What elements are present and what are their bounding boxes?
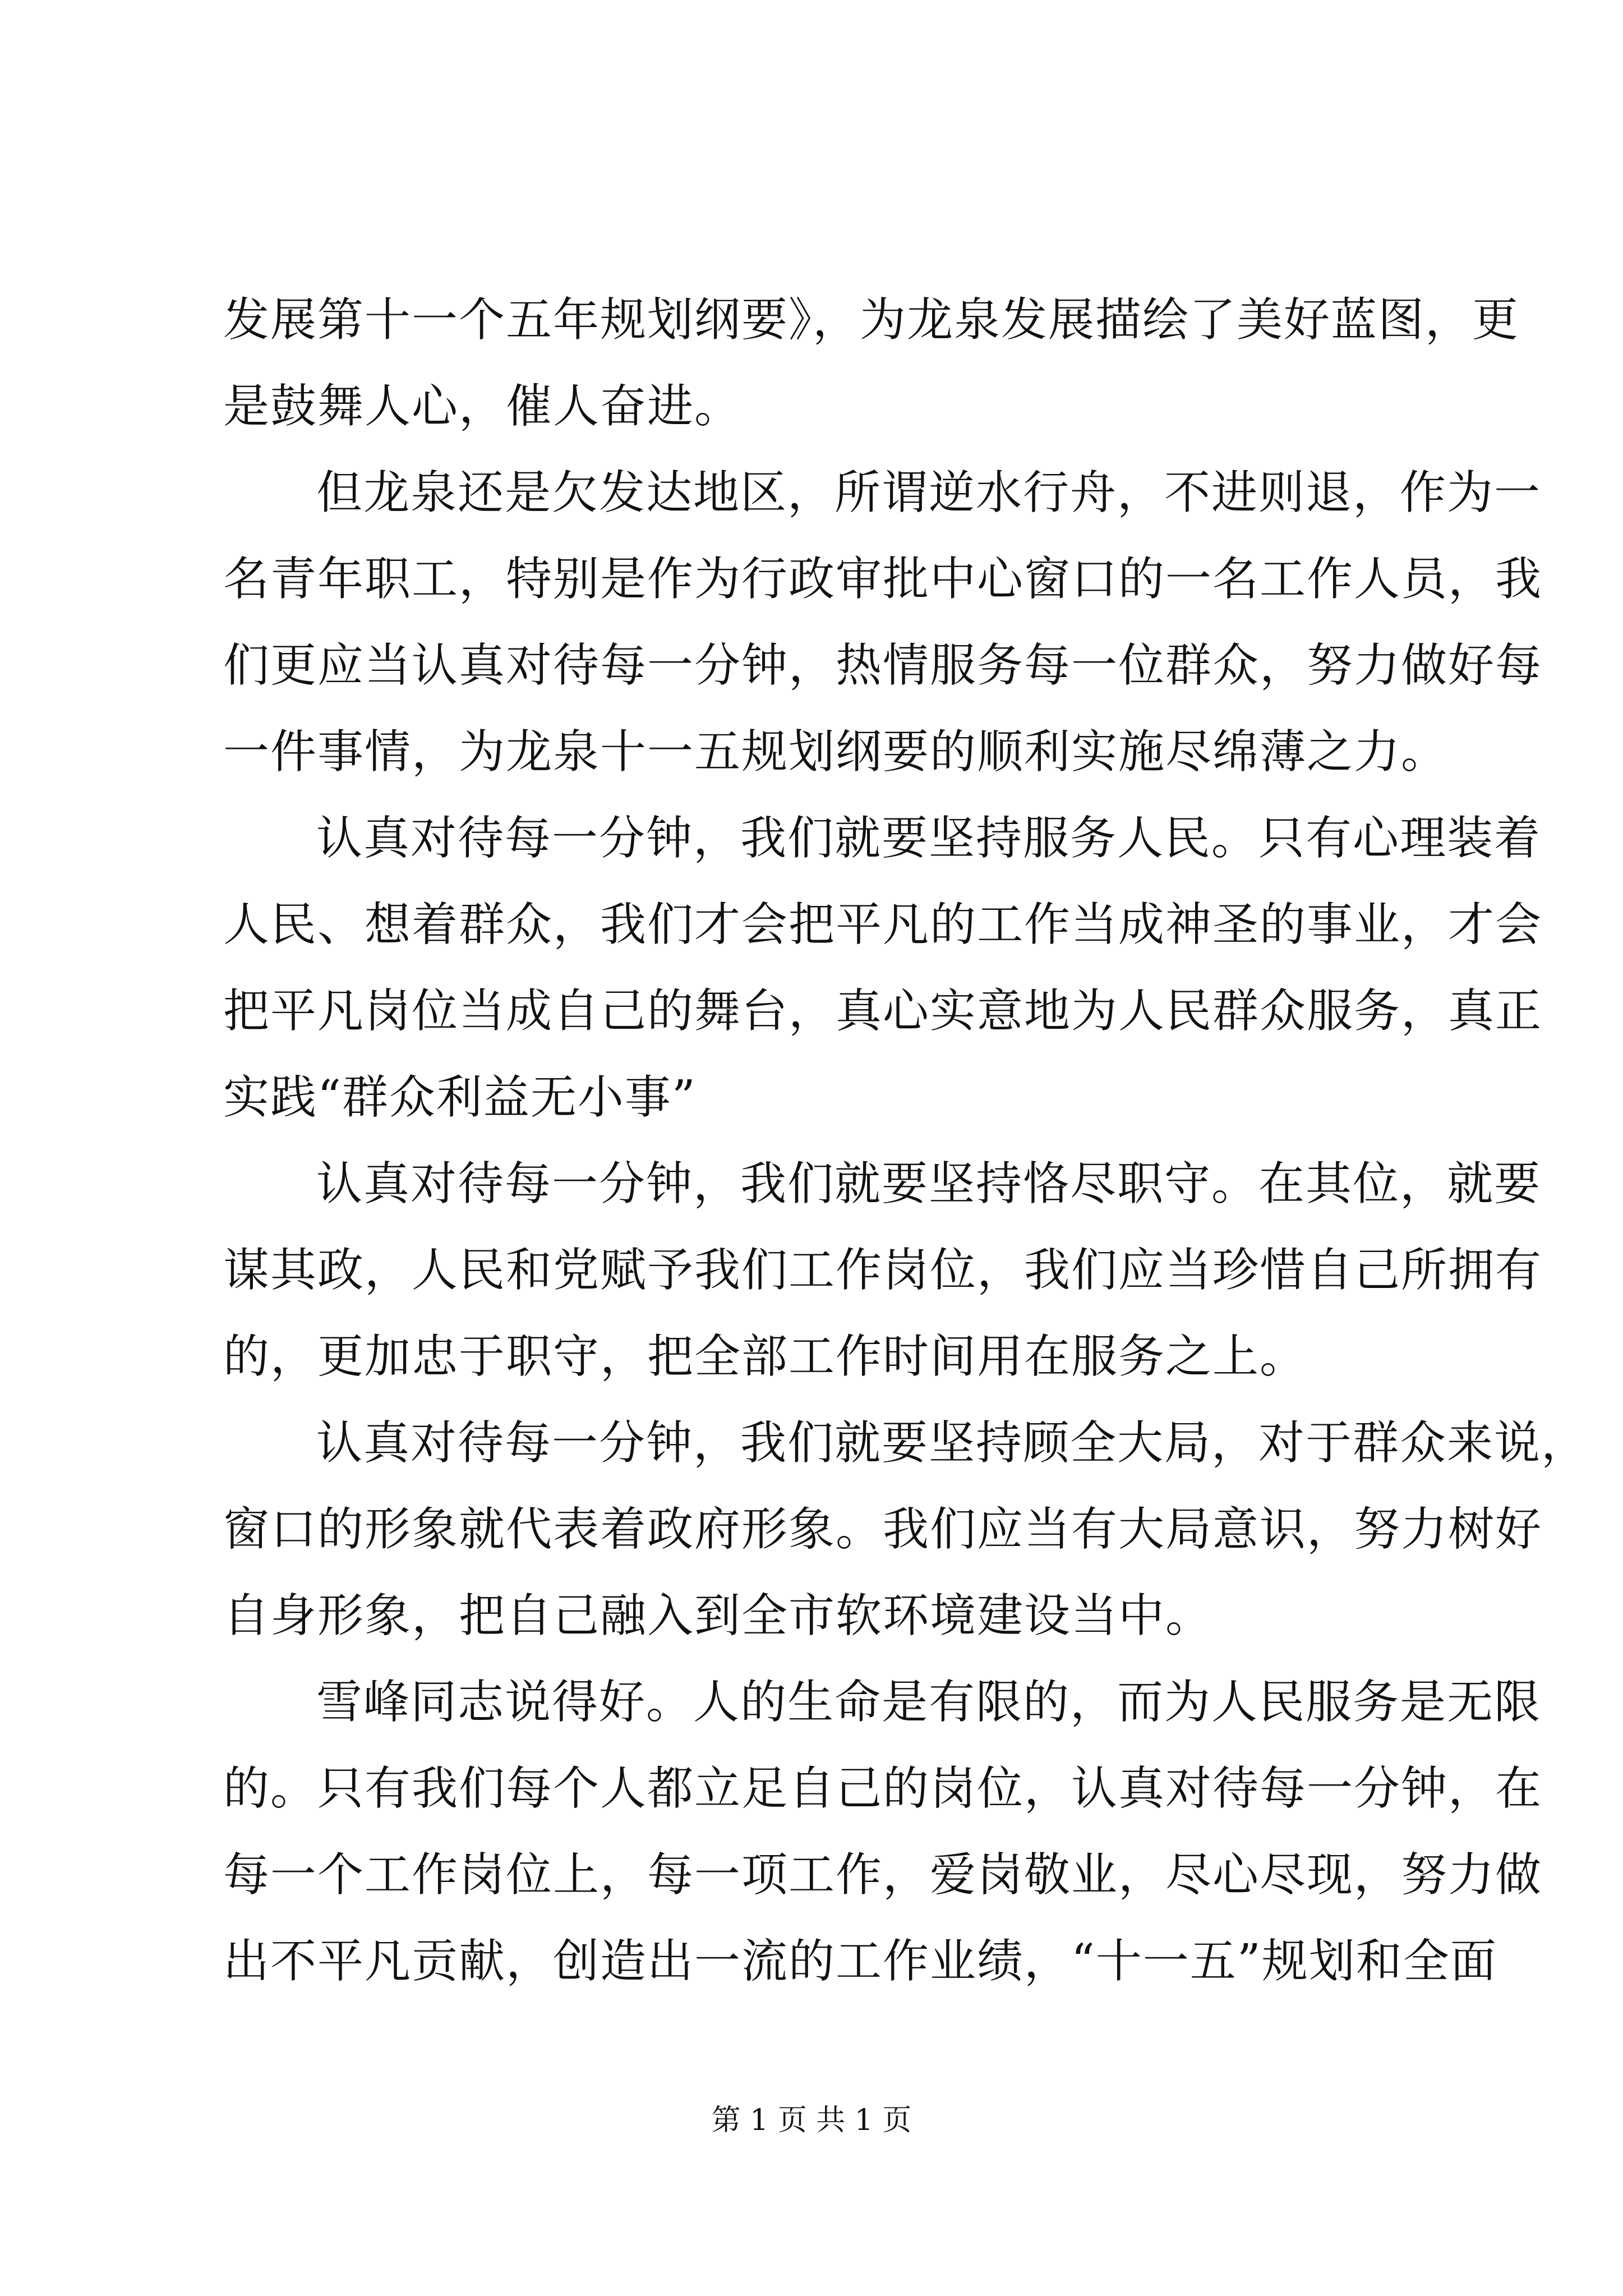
text-line-5: 们更应当认真对待每一分钟，热情服务每一位群众，努力做好每	[223, 639, 1543, 692]
text-line-15: 窗口的形象就代表着政府形象。我们应当有大局意识，努力树好	[223, 1503, 1543, 1556]
page-footer	[0, 2101, 1623, 2140]
text-line-16: 自身形象，把自己融入到全市软环境建设当中。	[223, 1589, 1213, 1642]
text-line-1: 发展第十一个五年规划纲要》，为龙泉发展描绘了美好蓝图，更	[223, 293, 1520, 347]
text-line-4: 名青年职工，特别是作为行政审批中心窗口的一名工作人员，我	[223, 553, 1543, 606]
text-line-18: 的。只有我们每个人都立足自己的岗位，认真对待每一分钟，在	[223, 1762, 1543, 1815]
text-line-6: 一件事情，为龙泉十一五规划纲要的顺利实施尽绵薄之力。	[223, 725, 1449, 779]
text-line-19: 每一个工作岗位上，每一项工作，爱岗敬业，尽心尽现，努力做	[223, 1848, 1543, 1902]
text-line-12: 谋其政，人民和党赋予我们工作岗位，我们应当珍惜自己所拥有	[223, 1244, 1543, 1297]
text-line-2: 是鼓舞人心，催人奋进。	[223, 380, 742, 433]
text-line-14: 认真对待每一分钟，我们就要坚持顾全大局，对于群众来说，	[316, 1416, 1589, 1470]
page-number-label: 第 1 页 共 1 页	[711, 2104, 912, 2137]
text-line-8: 人民、想着群众，我们才会把平凡的工作当成神圣的事业，才会	[223, 898, 1543, 951]
body-text	[223, 292, 1589, 2019]
text-line-11: 认真对待每一分钟，我们就要坚持恪尽职守。在其位，就要	[316, 1157, 1542, 1211]
text-line-9: 把平凡岗位当成自己的舞台，真心实意地为人民群众服务，真正	[223, 984, 1543, 1038]
text-line-7: 认真对待每一分钟，我们就要坚持服务人民。只有心理装着	[316, 812, 1542, 865]
text-line-13: 的，更加忠于职守，把全部工作时间用在服务之上。	[223, 1330, 1307, 1383]
text-line-17: 雪峰同志说得好。人的生命是有限的，而为人民服务是无限	[316, 1676, 1542, 1729]
text-line-10: 实践“群众利益无小事”	[223, 1071, 697, 1124]
text-line-20: 出不平凡贡献，创造出一流的工作业绩，“十一五”规划和全面	[223, 1935, 1497, 1988]
text-line-3: 但龙泉还是欠发达地区，所谓逆水行舟，不进则退，作为一	[316, 466, 1542, 519]
